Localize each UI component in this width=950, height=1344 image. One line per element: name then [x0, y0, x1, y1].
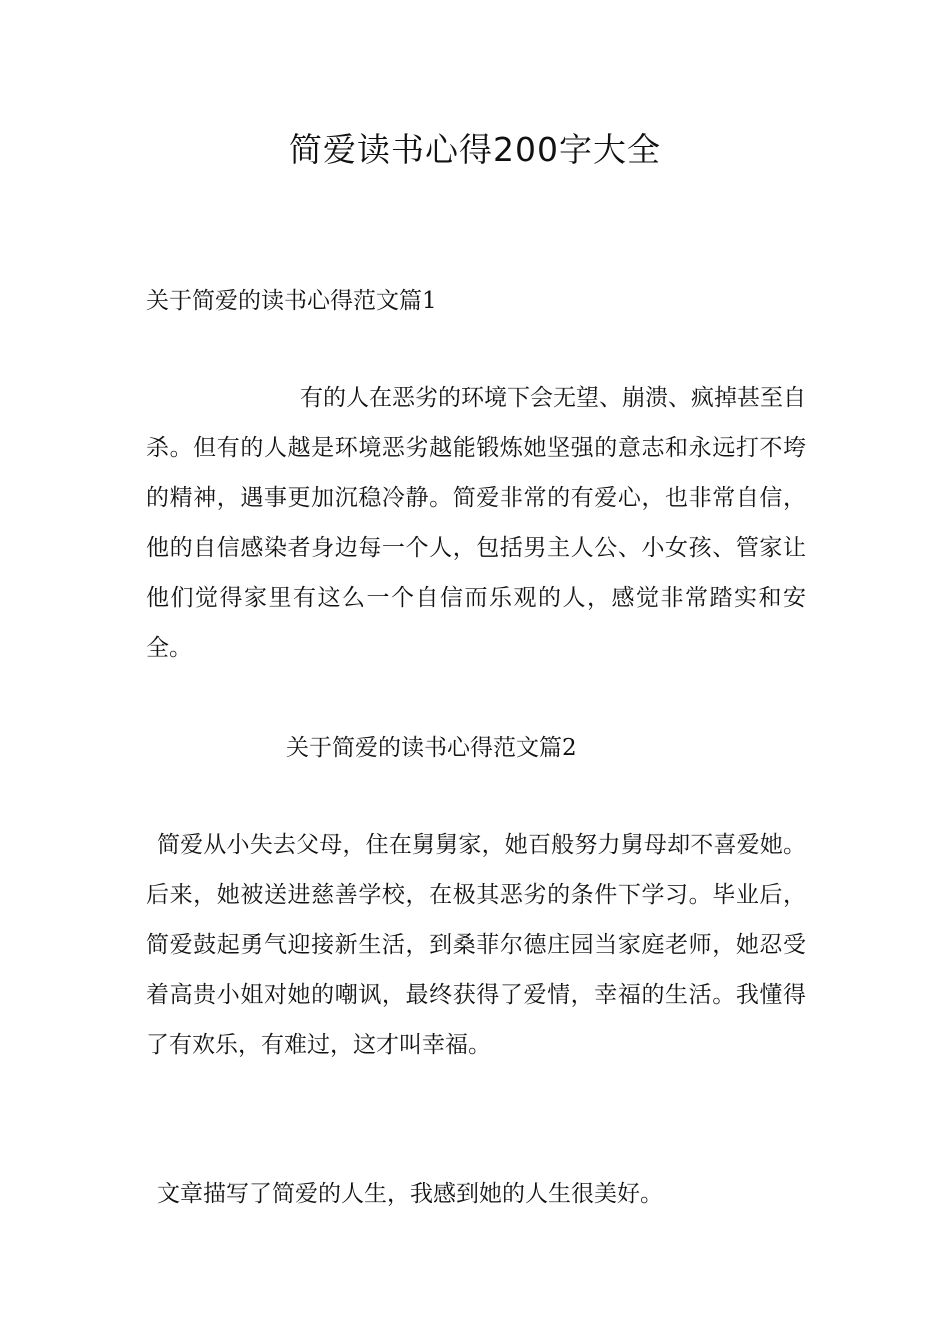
section-heading-2: 关于简爱的读书心得范文篇2: [286, 735, 577, 761]
section-1-paragraph-1: 有的人在恶劣的环境下会无望、崩溃、疯掉甚至自杀。但有的人越是环境恶劣越能锻炼她坚强的意志和永远打不垮的精神，遇事更加沉稳冷静。简爱非常的有爱心，也非常自信，他的自信感染者身边每一个人，包括男主人公、小女孩、管家让他们觉得家里有这么一个自信而乐观的人，感觉非常踏实和安全。: [146, 385, 806, 661]
section-2-paragraph-2: 文章描写了简爱的人生，我感到她的人生很美好。: [157, 1181, 663, 1207]
document-title: 简爱读书心得200字大全: [289, 130, 661, 169]
section-heading-1: 关于简爱的读书心得范文篇1: [146, 288, 437, 314]
section-2-paragraph-1: 简爱从小失去父母，住在舅舅家，她百般努力舅母却不喜爱她。后来，她被送进慈善学校，在极其恶劣的条件下学习。毕业后，简爱鼓起勇气迎接新生活，到桑菲尔德庄园当家庭老师，她忍受着高贵小姐对她的嘲讽，最终获得了爱情，幸福的生活。我懂得了有欢乐，有难过，这才叫幸福。: [146, 832, 806, 1058]
